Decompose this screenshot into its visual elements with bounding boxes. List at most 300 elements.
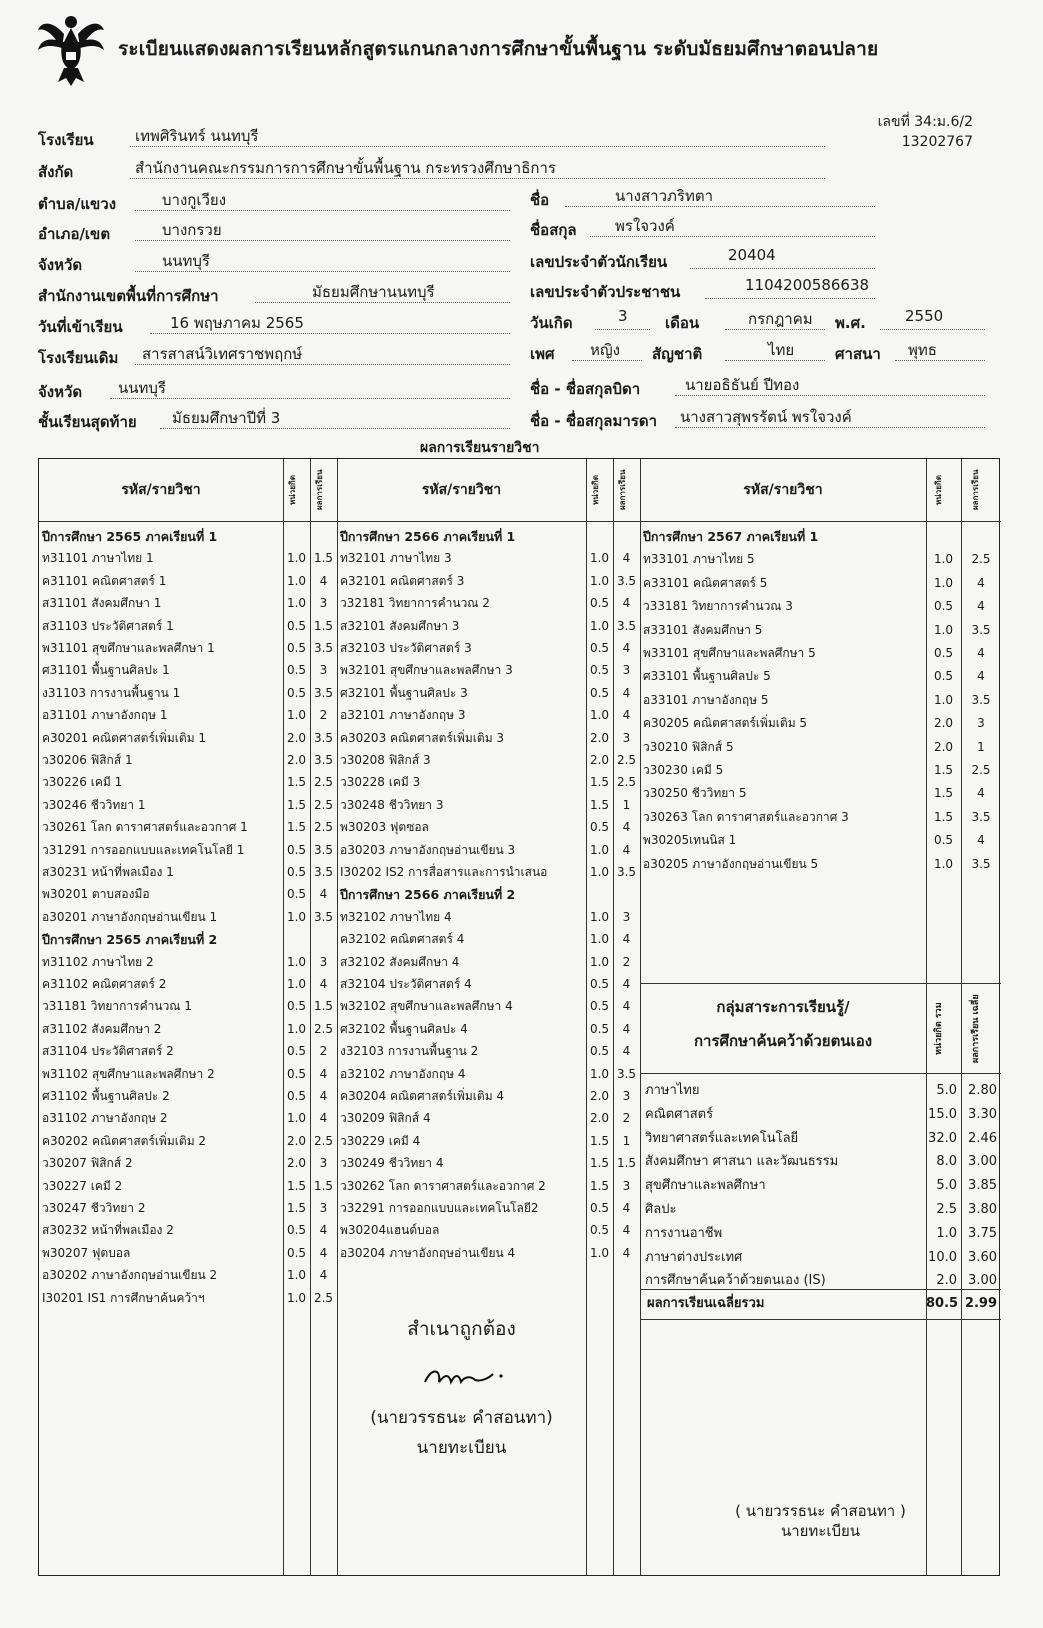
subject-name: อ30203 ภาษาอังกฤษอ่านเขียน 3: [340, 842, 516, 857]
group-credit: 15.0: [928, 1106, 957, 1122]
term-heading: ปีการศึกษา 2565 ภาคเรียนที่ 1: [42, 529, 218, 544]
subject-grade: 1.5: [616, 1156, 637, 1171]
subject-credit: 0.5: [286, 1089, 307, 1103]
name-label: ชื่อ: [530, 191, 550, 209]
subject-credit: 0.5: [589, 596, 610, 611]
subject-grade: 4: [977, 575, 985, 590]
subject-name: พ32101 สุขศึกษาและพลศึกษา 3: [340, 663, 513, 678]
subject-credit: 0.5: [286, 1066, 307, 1081]
group-name: สังคมศึกษา ศาสนา และวัฒนธรรม: [645, 1154, 839, 1170]
subject-name: ว30227 เคมี 2: [42, 1178, 123, 1193]
subject-grade: 4: [622, 1245, 631, 1260]
subject-grade: 3.5: [971, 692, 991, 707]
subject-credit: 1.0: [286, 596, 307, 611]
col1-header-credit: หน่วยกิต: [288, 475, 297, 505]
gpa-total-label: ผลการเรียนเฉลี่ยรวม: [647, 1296, 765, 1311]
subject-name: ส31102 สังคมศึกษา 2: [42, 1021, 162, 1036]
affiliation-label: สังกัด: [38, 163, 74, 181]
subject-credit: 1.0: [933, 692, 954, 707]
student-id-label: เลขประจำตัวนักเรียน: [530, 253, 668, 271]
subject-grade: 1: [977, 739, 985, 754]
subject-credit: 1.0: [286, 954, 307, 969]
subject-credit: 2.0: [286, 1156, 307, 1171]
group-gpa: 3.00: [968, 1273, 997, 1289]
gpa-total-credit: 80.5: [926, 1296, 959, 1311]
edu-area-label: สำนักงานเขตพื้นที่การศึกษา: [38, 287, 219, 305]
subject-name: I30201 IS1 การศึกษาค้นคว้าฯ: [42, 1290, 205, 1305]
subject-credit: 0.5: [933, 669, 954, 684]
subject-grade: 3.5: [313, 641, 334, 655]
col2-header-credit: หน่วยกิต: [591, 475, 600, 505]
subject-credit: 1.0: [589, 1066, 610, 1081]
subject-grade: 2: [319, 1044, 328, 1059]
birth-day-value: 3: [618, 307, 628, 325]
registrar-position-2: นายทะเบียน: [780, 1522, 861, 1540]
group-name: สุขศึกษาและพลศึกษา: [645, 1178, 766, 1194]
subject-name: ค30204 คณิตศาสตร์เพิ่มเติม 4: [340, 1089, 505, 1103]
student-id-value: 20404: [728, 246, 776, 264]
subject-grade: 3: [319, 1201, 328, 1215]
last-class-value: มัธยมศึกษาปีที่ 3: [172, 409, 281, 427]
subject-name: I30202 IS2 การสื่อสารและการนำเสนอ: [340, 865, 548, 879]
subject-name: ว30247 ชีววิทยา 2: [42, 1201, 146, 1215]
subject-name: ส31104 ประวัติศาสตร์ 2: [42, 1044, 174, 1059]
province-label: จังหวัด: [38, 256, 83, 274]
subject-grade: 4: [977, 669, 985, 684]
subject-name: ค31102 คณิตศาสตร์ 2: [42, 977, 167, 991]
subject-name: ส32102 สังคมศึกษา 4: [340, 954, 460, 969]
subject-grade: 3.5: [313, 685, 334, 700]
group-name: ศิลปะ: [645, 1202, 677, 1217]
subject-name: อ31101 ภาษาอังกฤษ 1: [42, 708, 168, 723]
subject-grade: 2.5: [313, 820, 334, 835]
subject-name: ว30208 ฟิสิกส์ 3: [340, 753, 431, 767]
subject-credit: 0.5: [286, 685, 307, 700]
subject-grade: 4: [622, 1021, 631, 1036]
group-name: คณิตศาสตร์: [645, 1106, 714, 1122]
subject-credit: 0.5: [286, 1245, 307, 1260]
subject-credit: 0.5: [286, 1223, 307, 1238]
groups-header-credit: หน่วยกิต รวม: [934, 1002, 944, 1056]
enter-date-label: วันที่เข้าเรียน: [38, 318, 123, 336]
subject-name: ศ33101 พื้นฐานศิลปะ 5: [643, 669, 771, 684]
subject-name: อ32101 ภาษาอังกฤษ 3: [340, 708, 466, 723]
subject-grade: 4: [319, 1268, 328, 1283]
subject-grade: 3.5: [616, 618, 637, 633]
subject-credit: 0.5: [286, 999, 307, 1014]
subject-credit: 0.5: [589, 685, 610, 700]
subject-name: ส32101 สังคมศึกษา 3: [340, 618, 460, 633]
subject-name: ง32103 การงานพื้นฐาน 2: [340, 1044, 479, 1059]
subject-grade: 4: [319, 1066, 328, 1081]
subject-name: พ30205เทนนิส 1: [643, 833, 737, 848]
subject-grade: 4: [977, 833, 985, 848]
subject-credit: 1.0: [286, 1111, 307, 1126]
group-gpa: 3.60: [968, 1249, 997, 1265]
subject-grade: 4: [622, 999, 631, 1014]
subject-credit: 1.0: [286, 1290, 307, 1305]
subject-credit: 0.5: [589, 641, 610, 655]
subject-grade: 3: [319, 663, 328, 678]
subject-grade: 1.5: [313, 551, 334, 566]
doc-code: 13202767: [901, 134, 973, 150]
subject-grade: 4: [977, 599, 985, 614]
birth-month-value: กรกฎาคม: [748, 310, 813, 328]
subject-credit: 1.5: [286, 1178, 307, 1193]
mother-value: นางสาวสุพรรัตน์ พรใจวงค์: [680, 408, 852, 426]
affiliation-value: สำนักงานคณะกรรมการการศึกษาขั้นพื้นฐาน กระทรวงศึกษาธิการ: [135, 159, 556, 177]
subject-grade: 4: [622, 1044, 631, 1059]
birth-year-label: พ.ศ.: [835, 314, 866, 332]
nationality-label: สัญชาติ: [652, 345, 703, 363]
subject-grade: 2.5: [971, 552, 991, 567]
subject-credit: 0.5: [286, 641, 307, 655]
subject-grade: 2.5: [616, 775, 637, 790]
subject-credit: 1.0: [589, 932, 610, 947]
birth-year-value: 2550: [905, 307, 944, 325]
father-label: ชื่อ - ชื่อสกุลบิดา: [530, 380, 641, 398]
subject-credit: 1.0: [286, 1268, 307, 1283]
subject-name: ส31101 สังคมศึกษา 1: [42, 596, 162, 611]
subject-credit: 1.0: [933, 856, 954, 871]
name-value: นางสาวภริทตา: [615, 187, 713, 205]
registrar-name-1: (นายวรรธนะ คำสอนทา): [370, 1408, 553, 1428]
subject-grade: 2.5: [313, 1133, 334, 1148]
subject-credit: 1.5: [589, 1156, 610, 1171]
subdistrict-value: บางกูเวียง: [162, 191, 227, 209]
subject-grade: 4: [622, 551, 631, 566]
registrar-position-1: นายทะเบียน: [416, 1438, 507, 1458]
subject-grade: 4: [319, 887, 328, 902]
nationality-value: ไทย: [768, 341, 795, 359]
subject-name: ส30231 หน้าที่พลเมือง 1: [42, 865, 174, 879]
subject-credit: 2.0: [589, 753, 610, 767]
subject-credit: 1.0: [589, 842, 610, 857]
prev-province-label: จังหวัด: [38, 383, 83, 401]
subject-name: พ30201 ตาบสองมือ: [42, 887, 150, 902]
subject-grade: 4: [622, 820, 631, 835]
prev-school-value: สารสาสน์วิเทศราชพฤกษ์: [142, 345, 303, 363]
subject-credit: 2.0: [933, 716, 954, 731]
col3-header-subject: รหัส/รายวิชา: [743, 482, 823, 498]
signature-scribble-icon: [419, 1364, 509, 1394]
subject-name: ว30210 ฟิสิกส์ 5: [643, 739, 734, 754]
prev-province-value: นนทบุรี: [118, 379, 166, 397]
subject-name: ส31103 ประวัติศาสตร์ 1: [42, 618, 174, 633]
subject-credit: 1.5: [286, 775, 307, 790]
subject-name: ค32101 คณิตศาสตร์ 3: [340, 573, 465, 588]
group-credit: 1.0: [936, 1225, 957, 1241]
subject-grade: 4: [622, 708, 631, 723]
subject-name: อ30204 ภาษาอังกฤษอ่านเขียน 4: [340, 1245, 516, 1260]
subject-name: ว30226 เคมี 1: [42, 775, 123, 790]
subject-grade: 3.5: [616, 1066, 637, 1081]
subject-credit: 1.0: [933, 575, 954, 590]
subject-name: ค30202 คณิตศาสตร์เพิ่มเติม 2: [42, 1133, 207, 1148]
col3-header-grade: ผลการเรียน: [971, 469, 980, 511]
school-value: เทพศิรินทร์ นนทบุรี: [135, 127, 259, 145]
subject-name: ส32104 ประวัติศาสตร์ 4: [340, 977, 472, 991]
certified-copy-text: สำเนาถูกต้อง: [407, 1318, 516, 1340]
group-name: ภาษาไทย: [645, 1083, 700, 1098]
subject-credit: 1.0: [933, 552, 954, 567]
col2-header-grade: ผลการเรียน: [618, 469, 627, 511]
subject-grade: 2.5: [616, 753, 637, 767]
subject-name: ค30205 คณิตศาสตร์เพิ่มเติม 5: [643, 716, 808, 731]
subject-credit: 1.0: [286, 909, 307, 924]
subject-name: ว33181 วิทยาการคำนวณ 3: [643, 599, 793, 614]
document-title: ระเบียนแสดงผลการเรียนหลักสูตรแกนกลางการศึกษาขั้นพื้นฐาน ระดับมัธยมศึกษาตอนปลาย: [118, 38, 879, 60]
subject-credit: 1.0: [589, 865, 610, 879]
subject-grade: 4: [622, 641, 631, 655]
subject-credit: 2.0: [286, 753, 307, 767]
subject-grade: 3.5: [313, 865, 334, 879]
group-credit: 5.0: [936, 1083, 957, 1098]
subject-grade: 3.5: [971, 856, 991, 871]
group-name: การงานอาชีพ: [645, 1225, 723, 1241]
subject-credit: 1.5: [286, 797, 307, 812]
results-table: [38, 458, 1000, 1576]
subject-credit: 1.5: [933, 763, 954, 777]
subject-name: ว31291 การออกแบบและเทคโนโลยี 1: [42, 842, 245, 857]
district-value: บางกรวย: [162, 221, 222, 239]
subject-credit: 1.5: [589, 1178, 610, 1193]
subject-grade: 3.5: [971, 622, 991, 637]
subject-name: พ31102 สุขศึกษาและพลศึกษา 2: [42, 1066, 215, 1081]
subject-grade: 2.5: [313, 797, 334, 812]
province-value: นนทบุรี: [162, 252, 210, 270]
registrar-name-2: ( นายวรรธนะ คำสอนทา ): [735, 1502, 906, 1520]
subject-grade: 2.5: [971, 763, 991, 777]
prev-school-label: โรงเรียนเดิม: [38, 349, 119, 367]
subject-name: ว32181 วิทยาการคำนวณ 2: [340, 596, 490, 611]
subject-credit: 1.0: [286, 708, 307, 723]
subject-grade: 3: [622, 909, 631, 924]
garuda-emblem-icon: [36, 12, 106, 88]
subject-name: ว30250 ชีววิทยา 5: [643, 786, 747, 801]
subject-name: ส33101 สังคมศึกษา 5: [643, 622, 763, 637]
subject-credit: 1.0: [589, 618, 610, 633]
subject-grade: 3: [977, 716, 985, 731]
subject-grade: 4: [622, 977, 631, 991]
subject-name: ค33101 คณิตศาสตร์ 5: [643, 575, 768, 590]
subject-grade: 3: [319, 1156, 328, 1171]
document-number: [878, 112, 973, 152]
subject-name: ว32291 การออกแบบและเทคโนโลยี2: [340, 1201, 539, 1215]
religion-value: พุทธ: [908, 341, 937, 359]
subject-grade: 4: [977, 646, 985, 660]
group-gpa: 2.80: [968, 1083, 997, 1098]
subject-credit: 0.5: [286, 1044, 307, 1059]
subject-name: ศ31101 พื้นฐานศิลปะ 1: [42, 663, 170, 678]
subject-grade: 4: [319, 1245, 328, 1260]
citizen-id-value: 1104200586638: [745, 276, 870, 294]
col2-header-subject: รหัส/รายวิชา: [421, 482, 502, 498]
subject-name: อ30201 ภาษาอังกฤษอ่านเขียน 1: [42, 909, 218, 924]
subject-grade: 3.5: [313, 842, 334, 857]
subject-credit: 1.5: [933, 809, 954, 824]
subject-credit: 1.0: [589, 551, 610, 566]
group-credit: 2.0: [936, 1273, 957, 1289]
subject-credit: 0.5: [589, 977, 610, 991]
subject-grade: 1: [622, 797, 631, 812]
subject-grade: 3.5: [313, 730, 334, 745]
subject-grade: 2.5: [313, 1021, 334, 1036]
subject-grade: 3: [319, 954, 328, 969]
subject-grade: 3: [622, 730, 631, 745]
subject-grade: 3: [319, 596, 328, 611]
subject-credit: 0.5: [589, 663, 610, 678]
enter-date-value: 16 พฤษภาคม 2565: [170, 314, 304, 332]
subject-name: ส32103 ประวัติศาสตร์ 3: [340, 641, 472, 655]
sex-label: เพศ: [530, 345, 555, 363]
group-name: การศึกษาค้นคว้าด้วยตนเอง (IS): [645, 1273, 826, 1289]
group-credit: 32.0: [928, 1130, 957, 1146]
subject-grade: 3: [622, 1089, 631, 1103]
subject-credit: 1.0: [286, 551, 307, 566]
group-credit: 2.5: [936, 1202, 957, 1217]
subject-credit: 0.5: [589, 999, 610, 1014]
term-heading: ปีการศึกษา 2566 ภาคเรียนที่ 1: [340, 529, 516, 544]
subject-name: พ30204แฮนด์บอล: [340, 1223, 440, 1238]
subject-credit: 2.0: [589, 1111, 610, 1126]
subject-credit: 0.5: [589, 1201, 610, 1215]
subject-grade: 4: [622, 842, 631, 857]
subject-credit: 0.5: [286, 865, 307, 879]
group-name: วิทยาศาสตร์และเทคโนโลยี: [645, 1130, 799, 1146]
subject-grade: 4: [622, 1201, 631, 1215]
subject-grade: 4: [622, 1223, 631, 1238]
col1-header-subject: รหัส/รายวิชา: [121, 482, 201, 498]
subject-credit: 1.0: [589, 573, 610, 588]
subject-name: อ31102 ภาษาอังกฤษ 2: [42, 1111, 168, 1126]
subject-name: พ32102 สุขศึกษาและพลศึกษา 4: [340, 999, 513, 1014]
group-gpa: 3.80: [968, 1202, 997, 1217]
subject-name: ว30249 ชีววิทยา 4: [340, 1156, 444, 1171]
subject-name: ท31101 ภาษาไทย 1: [42, 551, 154, 566]
subject-name: อ33101 ภาษาอังกฤษ 5: [643, 692, 769, 707]
subject-credit: 1.0: [286, 1021, 307, 1036]
subject-name: ว30263 โลก ดาราศาสตร์และอวกาศ 3: [643, 809, 849, 824]
subject-name: ว31181 วิทยาการคำนวณ 1: [42, 999, 192, 1014]
birth-label: วันเกิด: [530, 314, 573, 332]
subject-name: ว30261 โลก ดาราศาสตร์และอวกาศ 1: [42, 820, 248, 835]
subject-grade: 4: [319, 573, 328, 588]
subject-grade: 1.5: [313, 1178, 334, 1193]
subject-grade: 2: [622, 1111, 631, 1126]
subject-credit: 0.5: [589, 1223, 610, 1238]
subject-grade: 4: [319, 1111, 328, 1126]
subject-grade: 4: [622, 596, 631, 611]
last-class-label: ชั้นเรียนสุดท้าย: [38, 413, 137, 431]
subject-name: ท32101 ภาษาไทย 3: [340, 551, 452, 566]
subject-grade: 4: [622, 932, 631, 947]
subject-name: ศ32102 พื้นฐานศิลปะ 4: [340, 1021, 468, 1036]
subject-credit: 1.5: [589, 797, 610, 812]
subject-credit: 0.5: [933, 833, 954, 848]
subject-name: ว30262 โลก ดาราศาสตร์และอวกาศ 2: [340, 1178, 546, 1193]
subject-grade: 2.5: [313, 1290, 334, 1305]
group-credit: 5.0: [936, 1178, 957, 1194]
subject-credit: 0.5: [589, 1044, 610, 1059]
citizen-id-label: เลขประจำตัวประชาชน: [530, 283, 681, 301]
subject-grade: 2: [622, 954, 631, 969]
col3-header-credit: หน่วยกิต: [934, 475, 943, 505]
subject-credit: 0.5: [933, 646, 954, 660]
subject-grade: 1.5: [313, 999, 334, 1014]
subject-name: ศ31102 พื้นฐานศิลปะ 2: [42, 1089, 170, 1103]
subject-name: ว30228 เคมี 3: [340, 775, 421, 790]
subject-name: ว30229 เคมี 4: [340, 1133, 421, 1148]
subject-credit: 1.5: [589, 775, 610, 790]
subject-name: ส30232 หน้าที่พลเมือง 2: [42, 1223, 174, 1238]
subject-grade: 2.5: [313, 775, 334, 790]
subject-credit: 0.5: [286, 842, 307, 857]
subject-grade: 4: [977, 786, 985, 801]
subject-grade: 4: [622, 685, 631, 700]
subject-credit: 1.0: [933, 622, 954, 637]
subject-credit: 1.5: [933, 786, 954, 801]
group-credit: 10.0: [928, 1249, 957, 1265]
subject-name: พ33101 สุขศึกษาและพลศึกษา 5: [643, 646, 816, 660]
subject-credit: 1.5: [286, 1201, 307, 1215]
subject-credit: 1.0: [286, 977, 307, 991]
subject-grade: 1: [622, 1133, 631, 1148]
group-gpa: 2.46: [968, 1130, 997, 1146]
group-gpa: 3.85: [968, 1178, 997, 1194]
subject-grade: 3.5: [313, 909, 334, 924]
gpa-total-value: 2.99: [964, 1296, 997, 1311]
subject-name: ค32102 คณิตศาสตร์ 4: [340, 932, 465, 947]
religion-label: ศาสนา: [835, 345, 881, 363]
subject-name: อ32102 ภาษาอังกฤษ 4: [340, 1066, 466, 1081]
subject-name: ว30207 ฟิสิกส์ 2: [42, 1156, 133, 1171]
surname-value: พรใจวงค์: [615, 217, 675, 235]
term-heading: ปีการศึกษา 2565 ภาคเรียนที่ 2: [42, 932, 218, 948]
subject-grade: 3: [622, 1178, 631, 1193]
subject-credit: 0.5: [589, 820, 610, 835]
subject-grade: 2: [319, 708, 328, 723]
subject-credit: 2.0: [589, 730, 610, 745]
subject-credit: 0.5: [933, 599, 954, 614]
subject-grade: 4: [319, 1223, 328, 1238]
subject-name: ง31103 การงานพื้นฐาน 1: [42, 685, 181, 700]
group-credit: 8.0: [936, 1154, 957, 1170]
subject-credit: 1.5: [286, 820, 307, 835]
father-value: นายอธิธันย์ ปีทอง: [685, 376, 800, 394]
results-section-title: ผลการเรียนรายวิชา: [420, 440, 540, 456]
subject-name: พ30203 ฟุตซอล: [340, 820, 429, 835]
edu-area-value: มัธยมศึกษานนทบุรี: [312, 283, 435, 301]
subject-name: ท31102 ภาษาไทย 2: [42, 954, 154, 969]
sex-value: หญิง: [590, 341, 620, 359]
subject-credit: 0.5: [286, 887, 307, 902]
subject-credit: 1.0: [286, 573, 307, 588]
subject-name: ท33101 ภาษาไทย 5: [643, 552, 755, 567]
subject-credit: 2.0: [589, 1089, 610, 1103]
birth-month-label: เดือน: [665, 314, 700, 332]
mother-label: ชื่อ - ชื่อสกุลมารดา: [530, 412, 658, 430]
group-gpa: 3.75: [968, 1225, 997, 1241]
subject-credit: 0.5: [286, 663, 307, 678]
subject-name: อ30205 ภาษาอังกฤษอ่านเขียน 5: [643, 856, 819, 871]
subject-credit: 1.0: [589, 909, 610, 924]
subject-credit: 2.0: [286, 1133, 307, 1148]
subject-name: ศ32101 พื้นฐานศิลปะ 3: [340, 685, 468, 700]
surname-label: ชื่อสกุล: [530, 221, 577, 239]
subject-grade: 3.5: [616, 573, 637, 588]
subdistrict-label: ตำบล/แขวง: [38, 195, 117, 213]
